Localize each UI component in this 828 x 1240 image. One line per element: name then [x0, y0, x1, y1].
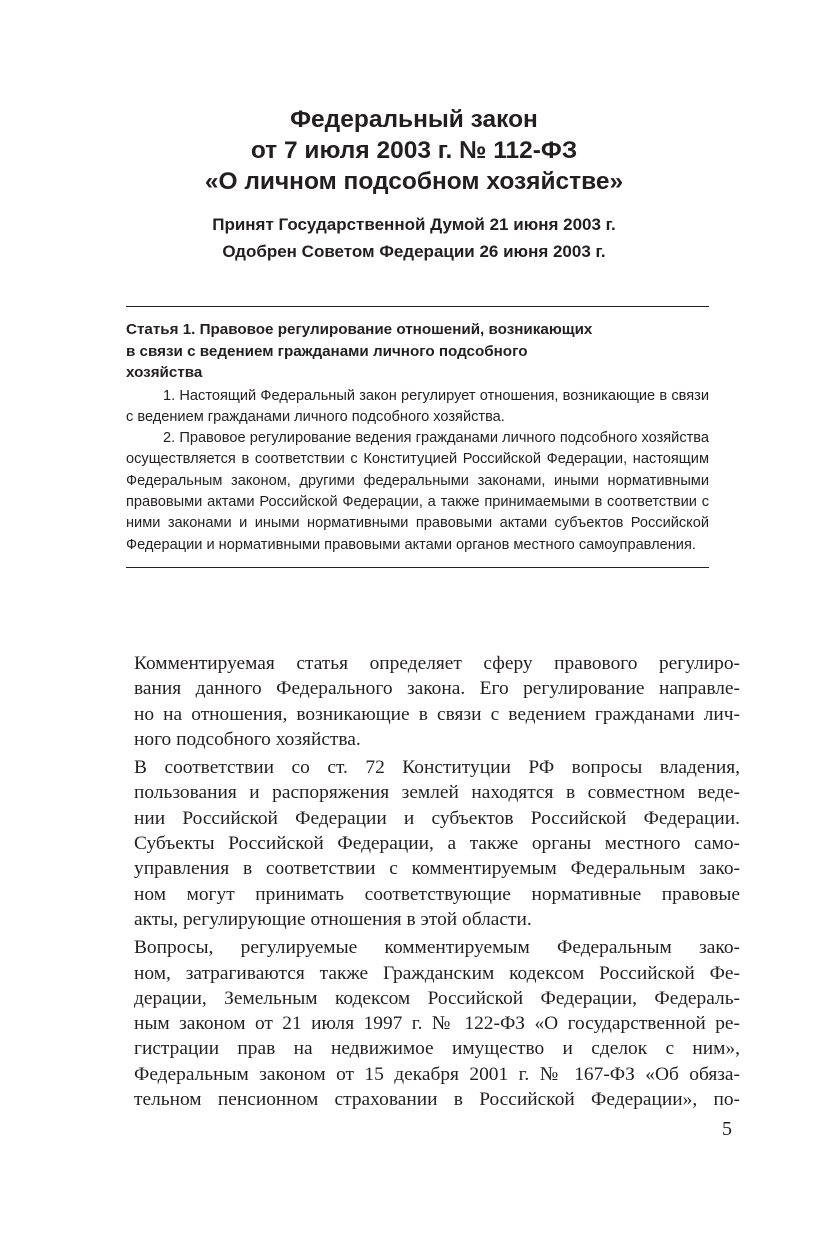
- article-title-line: хозяйства: [126, 364, 203, 381]
- text-line: гистрации прав на недвижимое имущество и сделок с ним»,: [134, 1038, 740, 1060]
- text-line: Субъекты Российской Федерации, а также органы местного само-: [134, 833, 740, 855]
- text-line: ного подсобного хозяйства.: [134, 728, 361, 750]
- page-number: 5: [722, 1118, 732, 1140]
- text-line: акты, регулирующие отношения в этой области.: [134, 908, 532, 930]
- text-line: управления в соответствии с комментируемым Федеральным зако-: [134, 858, 740, 880]
- text-line: вания данного Федерального закона. Его регулирование направле-: [134, 678, 740, 700]
- law-header: [114, 104, 714, 265]
- text-line: Комментируемая статья определяет сферу правового регулиро-: [134, 653, 740, 674]
- text-line: нии Российской Федерации и субъектов Российской Федерации.: [134, 807, 740, 829]
- text-line: Вопросы, регулируемые комментируемым Федеральным зако-: [134, 937, 740, 959]
- commentary: [110, 651, 740, 1115]
- text-line: пользования и распоряжения землей находятся в совместном веде-: [134, 782, 740, 804]
- commentary-paragraph-2: [110, 755, 740, 932]
- text-line: ным законом от 21 июля 1997 г. № 122-ФЗ «О государственной ре-: [134, 1013, 740, 1035]
- text-line: ном могут принимать соответствующие нормативные правовые: [134, 883, 740, 905]
- article-paragraph-2: 2. Правовое регулирование ведения гражданами личного подсобного хозяйства осуществляется в соответствии с Конституцией Российской Федерации, настоящим Федеральным законом, другими федеральными законами, иными нормативными правовыми актами Российской Федерации, а также принимаемыми в соответствии с ними законами и иными нормативными правовыми актами субъектов Российской Федерации и нормативными правовыми актами органов местного самоуправления.: [126, 430, 709, 553]
- text-line: дерации, Земельным кодексом Российской Федерации, Федераль-: [134, 987, 740, 1009]
- article-title-line: в связи с ведением гражданами личного подсобного: [126, 342, 528, 360]
- commentary-paragraph-1: [110, 651, 740, 752]
- commentary-paragraph-3: [110, 935, 740, 1112]
- law-title-line: Федеральный закон: [290, 106, 538, 133]
- text-line: В соответствии со ст. 72 Конституции РФ вопросы владения,: [134, 757, 740, 779]
- law-title-line: от 7 июля 2003 г. № 112-ФЗ: [250, 137, 578, 164]
- law-title-line: «О личном подсобном хозяйстве»: [204, 168, 624, 195]
- text-line: ном, затрагиваются также Гражданским кодексом Российской Фе-: [134, 962, 740, 984]
- text-line: но на отношения, возникающие в связи с ведением гражданами лич-: [134, 703, 740, 725]
- adopted-note: Принят Государственной Думой 21 июня 2003 г.: [212, 215, 616, 234]
- article-box: [126, 306, 709, 568]
- approved-note: Одобрен Советом Федерации 26 июня 2003 г.: [222, 242, 606, 261]
- article-paragraph-1: 1. Настоящий Федеральный закон регулирует отношения, возникающие в связи с ведением гражданами личного подсобного хозяйства.: [126, 387, 709, 425]
- article-title: [126, 319, 709, 384]
- text-line: Федеральным законом от 15 декабря 2001 г. № 167-ФЗ «Об обяза-: [134, 1063, 740, 1085]
- article-title-line: Статья 1. Правовое регулирование отношений, возникающих: [126, 321, 593, 338]
- text-line: тельном пенсионном страховании в Российской Федерации», по-: [134, 1089, 740, 1111]
